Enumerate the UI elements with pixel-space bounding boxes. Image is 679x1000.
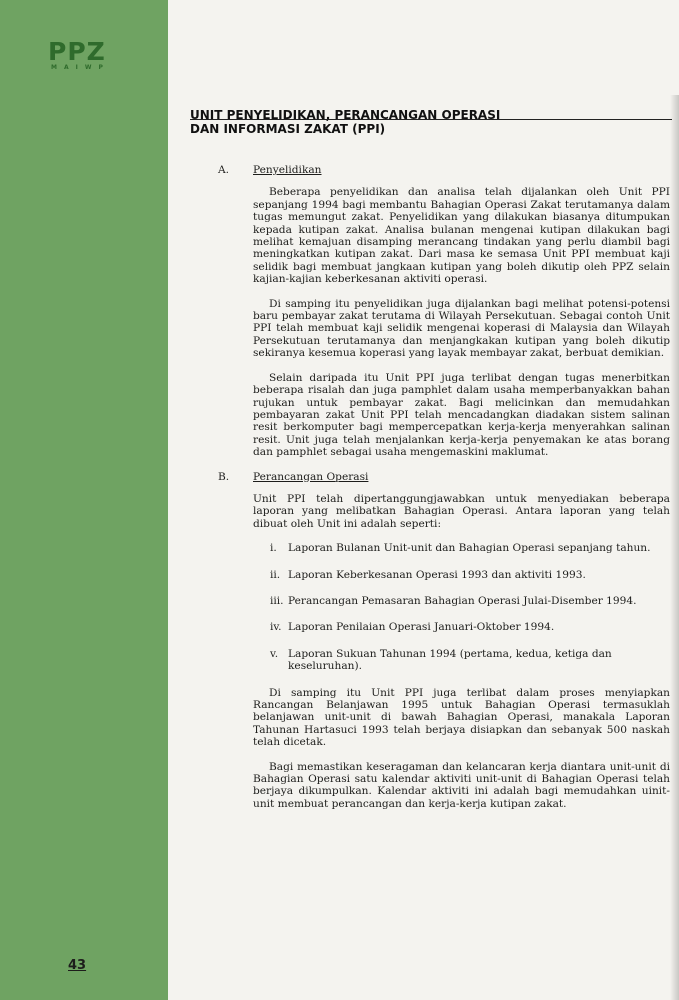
green-sidebar	[0, 0, 168, 1000]
list-text: Laporan Keberkesanan Operasi 1993 dan aktiviti 1993.	[288, 568, 586, 581]
list-number: ii.	[270, 568, 281, 581]
list-number: i.	[270, 542, 277, 555]
title-line-1: UNIT PENYELIDIKAN, PERANCANGAN OPERASI	[190, 108, 501, 122]
list-item	[270, 621, 670, 633]
section-letter: B.	[218, 470, 230, 483]
paragraph: Di samping itu penyelidikan juga dijalankan bagi melihat potensi-potensi baru pembayar zakat terutama di Wilayah Persekutuan. Sebagai contoh Unit PPI telah membuat kaji selidik mengenai koperasi di Malaysia dan Wilayah Persekutuan terutamanya dan menjangkakan kutipan yang boleh dikutip sekiranya kesemua koperasi yang layak membayar zakat, berbuat demikian.	[253, 297, 670, 360]
section-heading	[218, 471, 670, 483]
list-text: Laporan Sukuan Tahunan 1994 (pertama, kedua, ketiga dan keseluruhan).	[288, 647, 612, 673]
list-item	[270, 569, 670, 581]
paragraph: Selain daripada itu Unit PPI juga terlibat dengan tugas menerbitkan beberapa risalah dan juga pamphlet dalam usaha memperbanyakkan bahan rujukan untuk pembayar zakat. Bagi melicinkan dan memudahkan pembayaran zakat Unit PPI telah mencadangkan diadakan sistem salinan resit berkomputer bagi mempercepatkan kerja-kerja menyerahkan salinan resit. Unit juga telah menjalankan kerja-kerja penyemakan ke atas borang dan pamphlet sebagai usaha mengemaskini maklumat.	[253, 371, 670, 459]
section-title: Penyelidikan	[253, 164, 322, 176]
page-edge-shadow	[670, 95, 679, 1000]
section-title: Perancangan Operasi	[253, 470, 369, 483]
list-number: iii.	[270, 594, 284, 607]
section-penyelidikan	[218, 164, 670, 459]
list-text: Perancangan Pemasaran Bahagian Operasi Julai-Disember 1994.	[288, 594, 637, 607]
logo-subtext: MAIWP	[51, 64, 110, 71]
paragraph: Bagi memastikan keseragaman dan kelancaran kerja diantara unit-unit di Bahagian Operasi satu kalendar aktiviti unit-unit di Bahagian Operasi telah berjaya dikumpulkan. Kalendar aktiviti ini adalah bagi memudahkan uinit-unit membuat perancangan dan kerja-kerja kutipan zakat.	[253, 760, 670, 810]
section-perancangan-operasi	[218, 471, 670, 811]
list-number: v.	[270, 647, 279, 660]
paragraph: Di samping itu Unit PPI juga terlibat dalam proses menyiapkan Rancangan Belanjawan 1995 untuk Bahagian Operasi termasuklah belanjawan unit-unit di bawah Bahagian Operasi, manakala Laporan Tahunan Hartasuci 1993 telah berjaya disiapkan dan sebanyak 500 naskah telah dicetak.	[253, 686, 670, 749]
document-body	[218, 164, 670, 822]
list-number: iv.	[270, 621, 282, 634]
paragraph: Unit PPI telah dipertanggungjawabkan untuk menyediakan beberapa laporan yang melibatkan Bahagian Operasi. Antara laporan yang telah dibuat oleh Unit ini adalah seperti:	[253, 492, 670, 530]
ppz-logo	[48, 37, 110, 71]
page-number: 43	[68, 958, 87, 973]
logo-text: PPZ	[48, 37, 106, 66]
list-item	[270, 542, 670, 554]
page-title	[190, 108, 670, 136]
title-line-2: DAN INFORMASI ZAKAT (PPI)	[190, 122, 386, 136]
title-rule	[190, 119, 672, 120]
list-text: Laporan Penilaian Operasi Januari-Oktober 1994.	[288, 621, 555, 634]
report-list	[270, 542, 670, 672]
list-item	[270, 595, 670, 607]
paragraph: Beberapa penyelidikan dan analisa telah dijalankan oleh Unit PPI sepanjang 1994 bagi membantu Bahagian Operasi Zakat terutamanya dalam tugas memungut zakat. Penyelidikan yang dilakukan biasanya ditumpukan kepada kutipan zakat. Analisa bulanan mengenai kutipan dilakukan bagi melihat kemajuan disamping merancang tindakan yang perlu diambil bagi meningkatkan kutipan zakat. Dari masa ke semasa Unit PPI membuat kaji selidik bagi membuat jangkaan kutipan yang boleh dikutip oleh PPZ selain kajian-kajian keberkesanan aktiviti operasi.	[253, 186, 670, 286]
list-text: Laporan Bulanan Unit-unit dan Bahagian Operasi sepanjang tahun.	[288, 542, 651, 555]
section-letter: A.	[218, 164, 230, 176]
section-heading	[218, 164, 670, 176]
list-item	[270, 648, 670, 673]
